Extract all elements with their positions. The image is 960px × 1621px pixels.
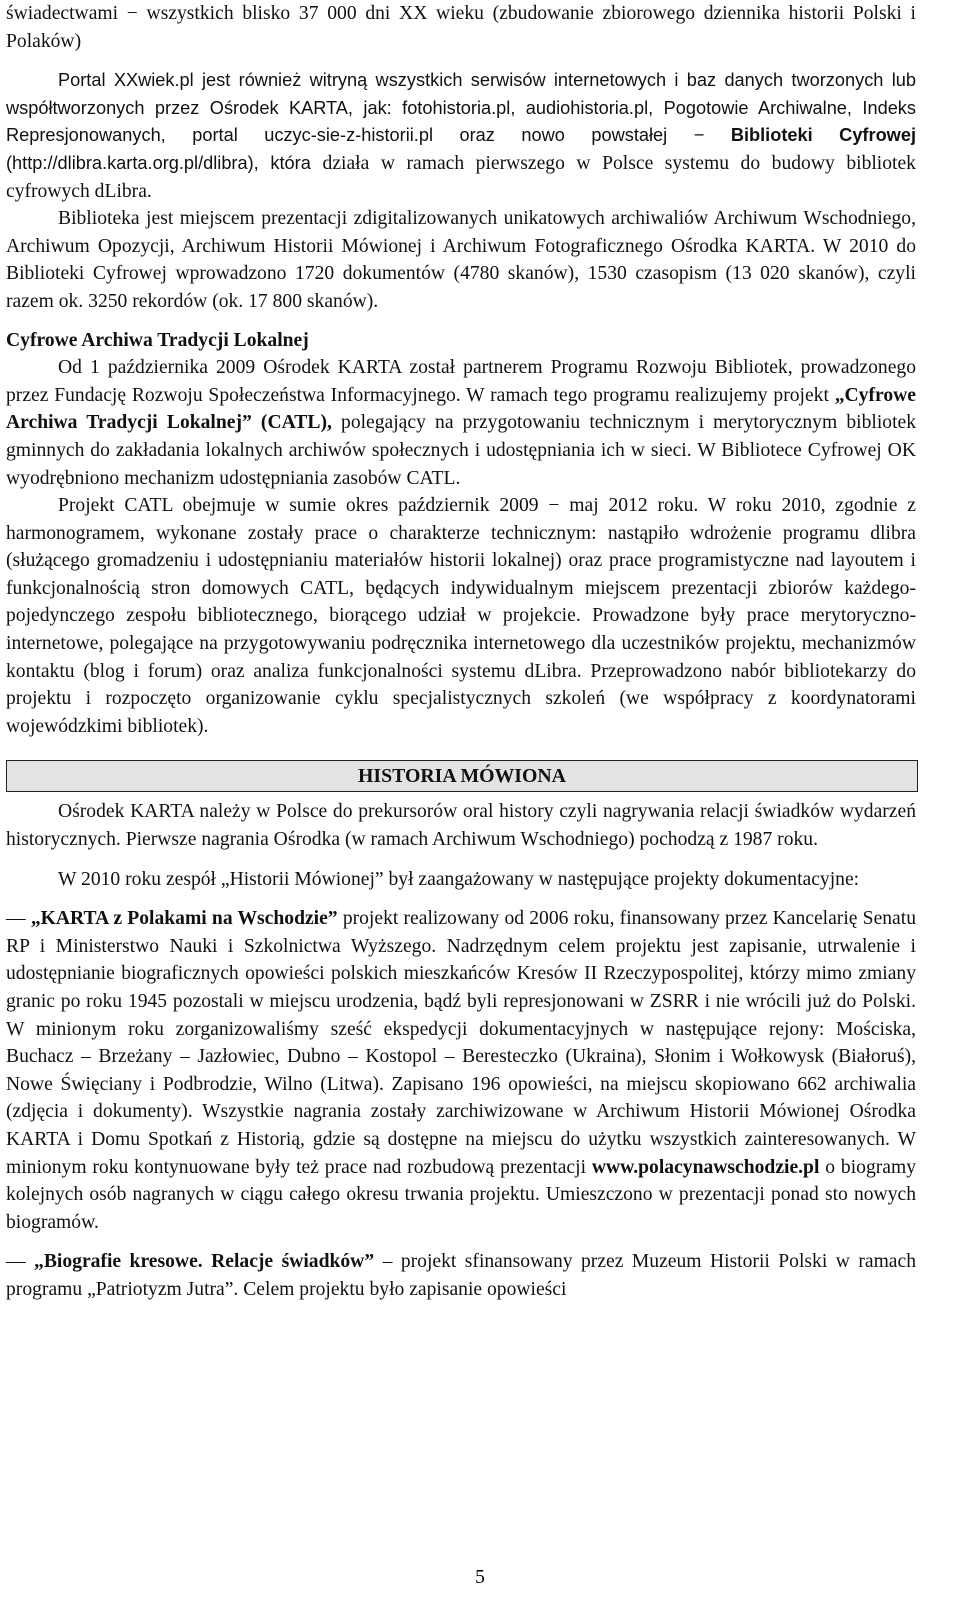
paragraph-xxwiek-portal [6,67,916,205]
digital-library-name: Biblioteki Cyfrowej [730,125,916,146]
dlibra-url-text: (http://dlibra.karta.org.pl/dlibra), która [6,152,323,173]
dash-marker: ― [6,908,31,930]
document-page [6,0,916,1304]
paragraph-karta-polakami [6,905,916,1236]
paragraph-catl-project: Projekt CATL obejmuje w sumie okres październik 2009 − maj 2012 roku. W roku 2010, zgodnie z harmonogramem, wykonane zostały prace o charakterze technicznym: nastąpiło wdrożenie programu dlibra (służącego gromadzeniu i udostępnianiu materiałów historii lokalnej) oraz prace programistyczne nad layoutem i funkcjonalnością stron domowych CATL, będących indywidualnym miejscem prezentacji zbiorów każdego-pojedynczego zespołu bibliotecznego, biorącego udział w projekcie. Prowadzone były prace merytoryczno-internetowe, polegające na przygotowywaniu podręcznika internetowego dla uczestników projektu, mechanizmów kontaktu (blog i forum) oraz analiza funkcjonalności systemu dLibra. Przeprowadzono nabór bibliotekarzy do projektu i rozpoczęto organizowanie cyklu specjalistycznych szkoleń (we współpracy z koordynatorami wojewódzkimi bibliotek). [6,495,916,737]
karta-polakami-text: projekt realizowany od 2006 roku, finansowany przez Kancelarię Senatu RP i Ministerstwo Nauki i Szkolnictwa Wyższego. Nadrzędnym celem projektu jest zapisanie, utrwalenie i udostępnianie biograficznych opowieści polskich mieszkańców Kresów II Rzeczypospolitej, którzy mimo zmiany granic po roku 1945 pozostali w miejscu urodzenia, bądź byli represjonowani w ZSRR i nie wrócili już do Polski. W minionym roku zorganizowaliśmy sześć ekspedycji dokumentacyjnych w następujące rejony: Mościska, Buchacz – Brzeżany – Jazłowiec, Dubno – Kostopol – Beresteczko (Ukraina), Słonim i Wołkowysk (Białoruś), Nowe Święciany i Podbrodzie, Wilno (Litwa). Zapisano 196 opowieści, na miejscu skopiowano 662 archiwalia (zdjęcia i dokumenty). Wszystkie nagrania zostały zarchiwizowane w Archiwum Historii Mówionej Ośrodka KARTA i Domu Spotkań z Historią, gdzie są dostępne na miejscu do użytku wszystkich zainteresowanych. W minionym roku kontynuowane były też prace nad rozbudową prezentacji [6,908,916,1178]
karta-polakami-title: „KARTA z Polakami na Wschodzie” [30,908,338,930]
biografie-title: „Biografie kresowe. Relacje świadków” [34,1251,375,1273]
section-heading-oral-history: HISTORIA MÓWIONA [6,760,918,792]
catl-description-text: polegający na przygotowaniu technicznym i merytorycznym bibliotek gminnych do zakładania lokalnych archiwów społecznych i udostępniania ich w sieci. W Bibliotece Cyfrowej OK wyodrębniono mechanizm udostępniania zasobów CATL. [6,412,917,489]
dash-marker: ― [6,1251,35,1273]
portal-text: Portal XXwiek.pl jest również witryną wszystkich serwisów internetowych i baz danych tworzonych lub współtworzonych przez Ośrodek KARTA, jak: fotohistoria.pl, audiohistoria.pl, Pogotowie Archiwalne, Indeks Represjonowanych, portal uczyc-sie-z-historii.pl oraz nowo powstałej − [6,70,916,146]
paragraph-catl-partnership [6,354,916,492]
paragraph-biografie-kresowe [6,1248,916,1303]
dlibra-system-text: działa w ramach pierwszego w Polsce systemu do budowy bibliotek cyfrowych dLibra. [6,152,916,202]
catl-project-name: „Cyfrowe Archiwa Tradycji Lokalnej” (CATL), [6,384,916,434]
biografie-text: – projekt sfinansowany przez Muzeum Historii Polski w ramach programu „Patriotyzm Jutra”. Celem projektu było zapisanie opowieści [6,1251,916,1300]
karta-polakami-text-end: o biogramy kolejnych osób nagranych w ciągu całego okresu trwania projektu. Umieszczono w prezentacji ponad sto nowych biogramów. [6,1156,917,1233]
paragraph-oral-history-projects: W 2010 roku zespół „Historii Mówionej” był zaangażowany w następujące projekty dokumentacyjne: [58,868,860,890]
catl-intro-text: Od 1 października 2009 Ośrodek KARTA został partnerem Programu Rozwoju Bibliotek, prowadzonego przez Fundację Rozwoju Społeczeństwa Informacyjnego. W ramach tego programu realizujemy projekt [6,357,916,406]
section-heading-catl: Cyfrowe Archiwa Tradycji Lokalnej [6,329,309,351]
page-number: 5 [475,1567,485,1588]
paragraph-continuation: świadectwami − wszystkich blisko 37 000 dni XX wieku (zbudowanie zbiorowego dziennika historii Polski i Polaków) [6,3,916,52]
polacy-website-link[interactable]: www.polacynawschodzie.pl [591,1156,820,1178]
paragraph-digital-library: Biblioteka jest miejscem prezentacji zdigitalizowanych unikatowych archiwaliów Archiwum Wschodniego, Archiwum Opozycji, Archiwum Historii Mówionej i Archiwum Fotograficznego Ośrodka KARTA. W 2010 do Biblioteki Cyfrowej wprowadzono 1720 dokumentów (4780 skanów), 1530 czasopism (13 020 skanów), czyli razem ok. 3250 rekordów (ok. 17 800 skanów). [6,208,916,312]
paragraph-oral-history-intro: Ośrodek KARTA należy w Polsce do prekursorów oral history czyli nagrywania relacji świadków wydarzeń historycznych. Pierwsze nagrania Ośrodka (w ramach Archiwum Wschodniego) pochodzą z 1987 roku. [6,801,916,851]
